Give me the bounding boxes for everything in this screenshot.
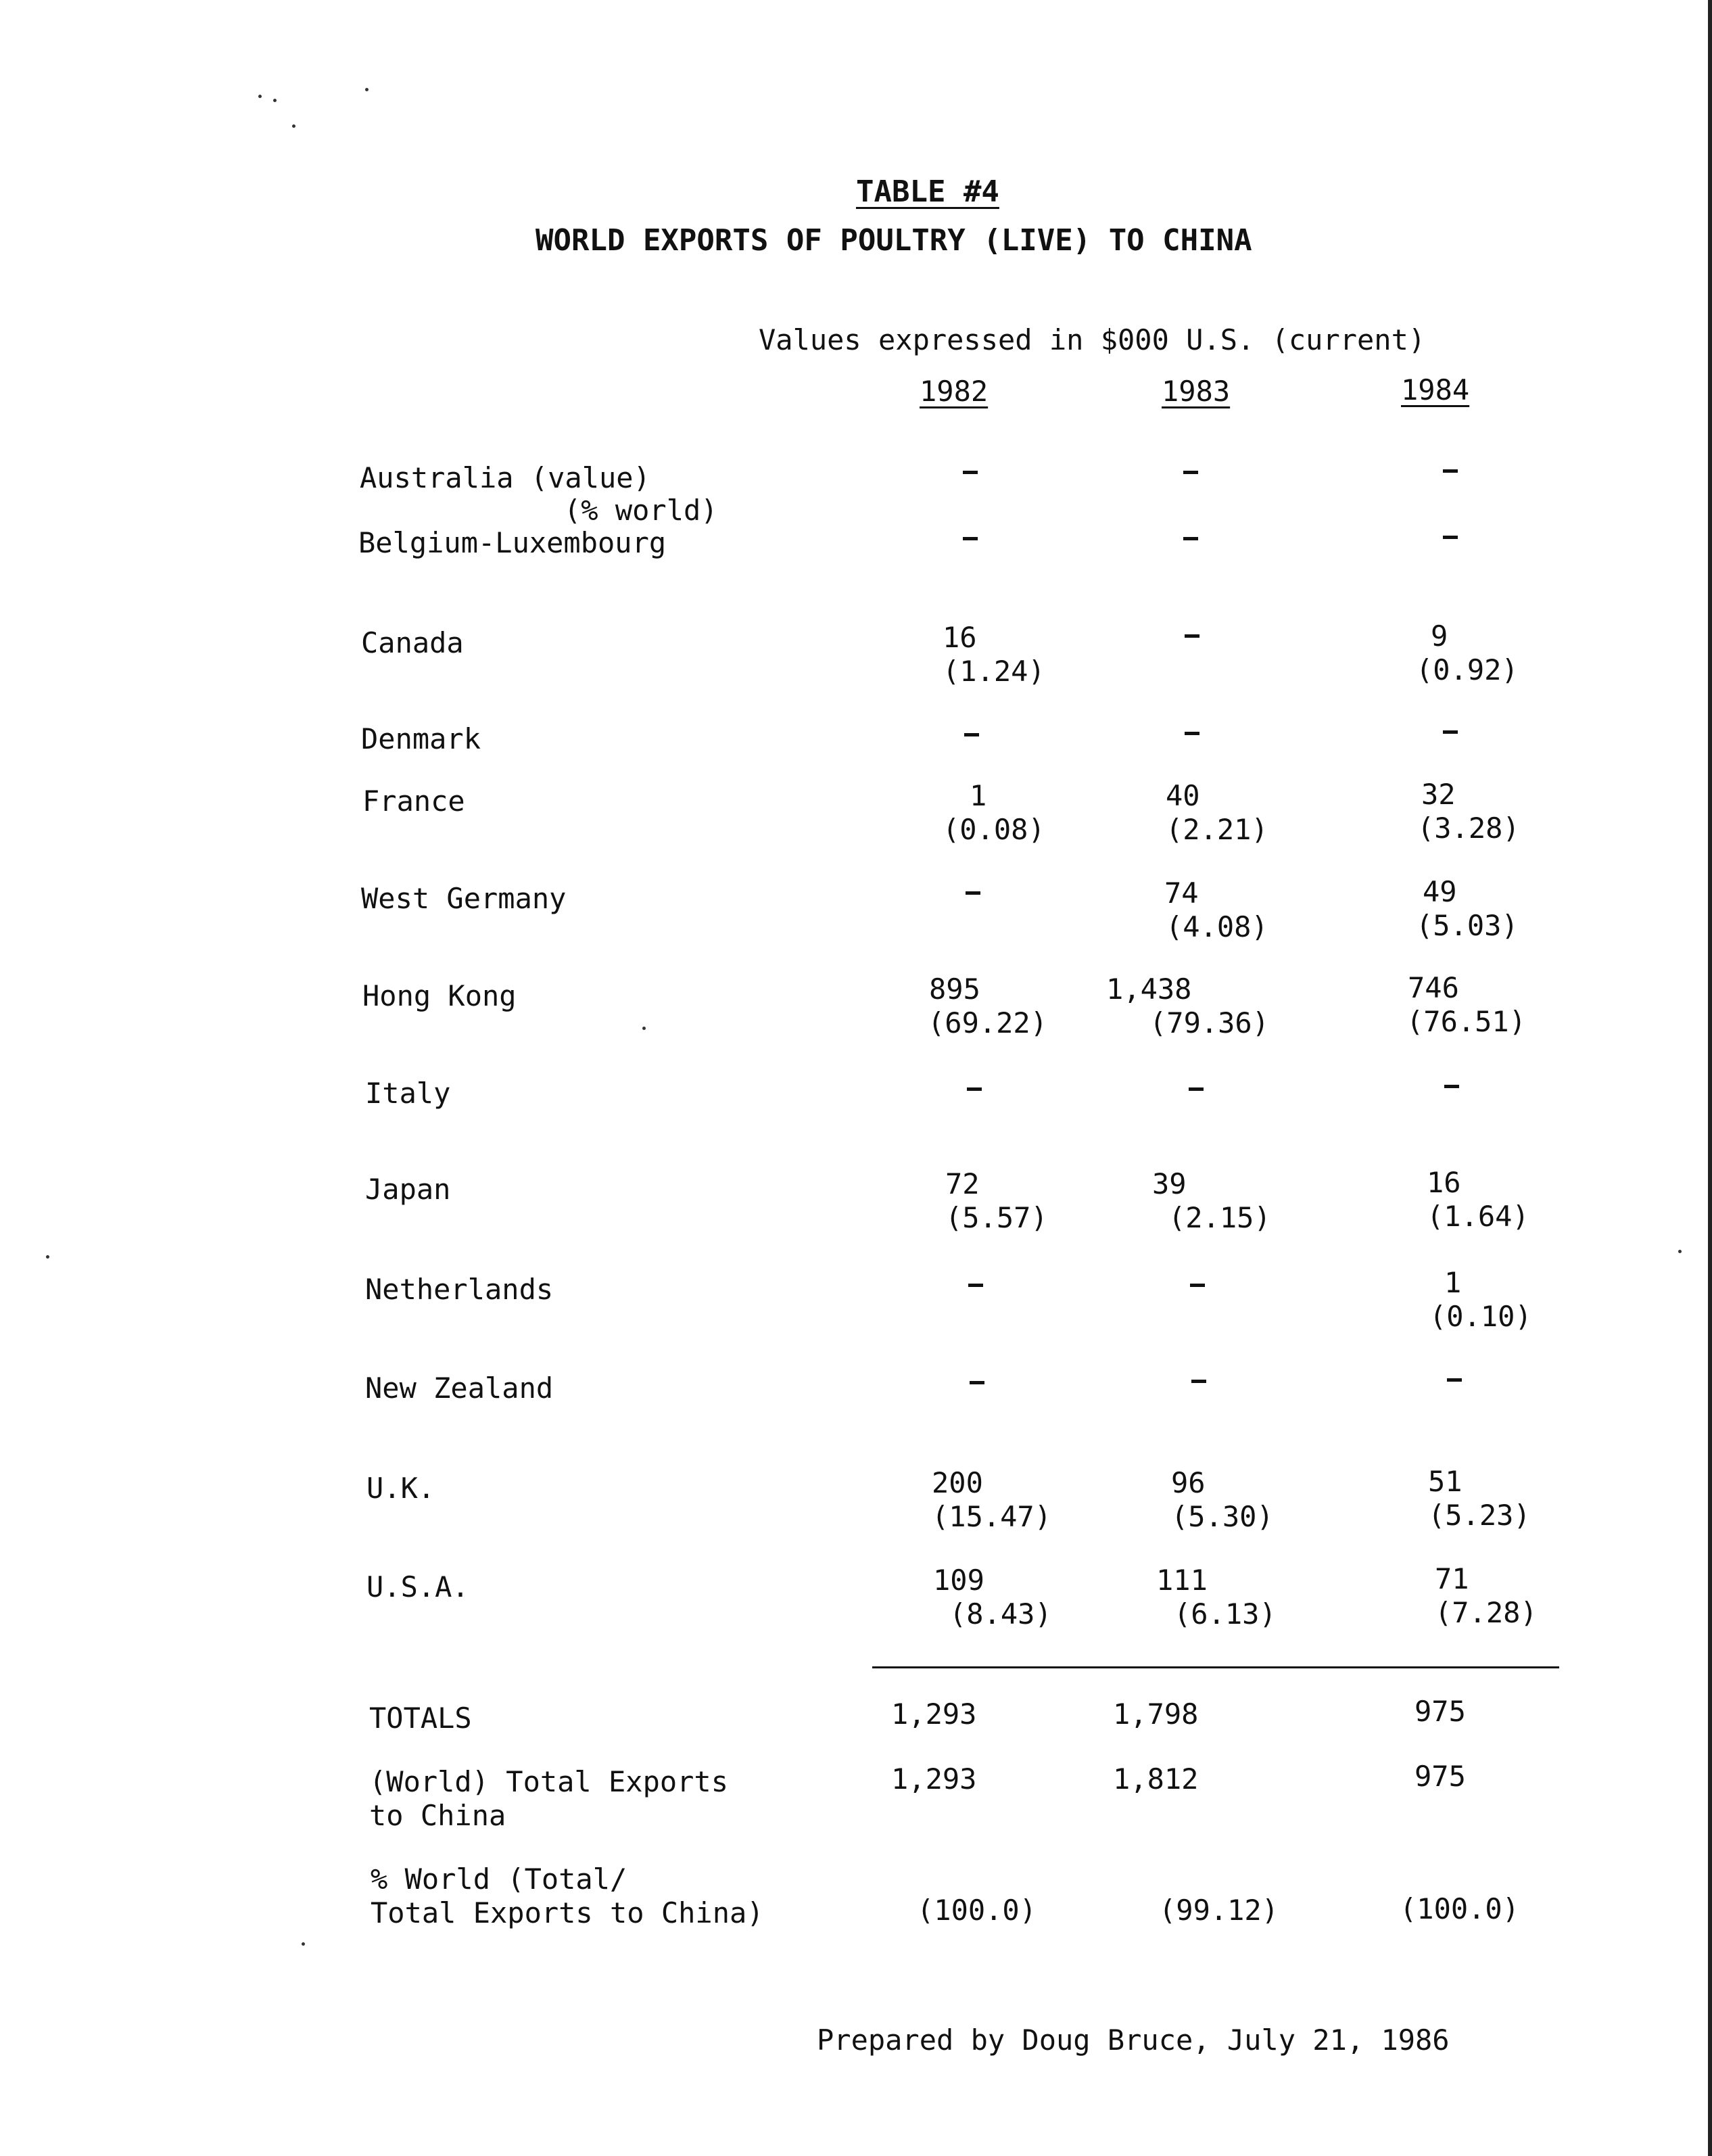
nil-dash <box>1447 1378 1462 1382</box>
nil-dash <box>968 1284 983 1287</box>
cell-value: 1 <box>970 779 987 812</box>
cell-value: 72 <box>945 1167 980 1200</box>
cell-pct: (5.23) <box>1428 1499 1531 1532</box>
nil-dash <box>966 891 980 895</box>
nil-dash <box>964 733 979 736</box>
nil-dash <box>1189 1087 1204 1091</box>
cell-value: 200 <box>932 1466 983 1499</box>
row-label: France <box>362 784 465 818</box>
row-label: Australia (value) <box>360 461 650 494</box>
values-note: Values expressed in $000 U.S. (current) <box>759 323 1426 356</box>
row-label: Hong Kong <box>362 979 517 1012</box>
world-total-label: (World) Total Exports <box>369 1765 729 1798</box>
scan-speck <box>46 1255 49 1259</box>
totals-label: TOTALS <box>369 1702 472 1735</box>
cell-pct: (0.10) <box>1429 1300 1532 1333</box>
year-header-1984: 1984 <box>1401 373 1470 406</box>
cell-pct: (6.13) <box>1174 1597 1277 1631</box>
totals-rule <box>872 1666 1559 1668</box>
nil-dash <box>1443 536 1458 539</box>
row-label: Netherlands <box>365 1273 554 1306</box>
row-label: Italy <box>365 1077 451 1110</box>
nil-dash <box>1443 469 1458 473</box>
scan-speck <box>302 1942 305 1946</box>
row-sublabel: (% world) <box>564 494 718 527</box>
cell-pct: (0.92) <box>1416 653 1519 686</box>
world-total-value: 1,293 <box>891 1762 977 1796</box>
row-label: Belgium-Luxembourg <box>358 526 667 559</box>
cell-value: 51 <box>1428 1465 1463 1498</box>
cell-pct: (2.21) <box>1166 813 1268 846</box>
world-total-value: 1,812 <box>1113 1762 1199 1796</box>
cell-pct: (1.24) <box>943 655 1045 688</box>
cell-pct: (5.03) <box>1416 909 1519 942</box>
cell-value: 71 <box>1435 1562 1469 1595</box>
cell-pct: (2.15) <box>1168 1201 1271 1234</box>
nil-dash <box>1190 1284 1205 1287</box>
nil-dash <box>1444 1085 1459 1088</box>
pct-world-value: (100.0) <box>917 1894 1037 1927</box>
row-label: New Zealand <box>365 1372 554 1405</box>
pct-world-label-line2: Total Exports to China) <box>371 1896 764 1929</box>
cell-value: 1,438 <box>1106 972 1192 1006</box>
cell-pct: (79.36) <box>1149 1006 1270 1039</box>
nil-dash <box>967 1087 982 1091</box>
cell-pct: (4.08) <box>1166 910 1268 943</box>
cell-value: 96 <box>1171 1466 1206 1499</box>
cell-pct: (0.08) <box>943 813 1045 846</box>
row-label: Denmark <box>361 722 481 755</box>
pct-world-label: % World (Total/ <box>371 1862 627 1896</box>
row-label: Canada <box>361 626 464 659</box>
cell-pct: (76.51) <box>1406 1005 1527 1038</box>
cell-value: 895 <box>929 972 980 1006</box>
year-header-1983: 1983 <box>1162 375 1231 408</box>
cell-value: 111 <box>1156 1564 1208 1597</box>
nil-dash <box>1183 471 1198 474</box>
cell-pct: (7.28) <box>1435 1596 1538 1629</box>
nil-dash <box>963 471 978 474</box>
row-label: U.S.A. <box>366 1570 469 1603</box>
cell-pct: (5.57) <box>945 1201 1048 1234</box>
scan-edge <box>1708 0 1712 2156</box>
pct-world-value: (100.0) <box>1400 1892 1520 1925</box>
world-total-value: 975 <box>1414 1760 1466 1793</box>
cell-pct: (5.30) <box>1171 1500 1274 1533</box>
cell-pct: (69.22) <box>928 1006 1048 1039</box>
cell-pct: (15.47) <box>932 1500 1052 1533</box>
cell-pct: (8.43) <box>949 1597 1052 1631</box>
scan-speck <box>258 95 262 98</box>
cell-value: 1 <box>1444 1266 1462 1299</box>
totals-value: 1,293 <box>891 1697 977 1731</box>
totals-value: 975 <box>1414 1695 1466 1728</box>
table-title: WORLD EXPORTS OF POULTRY (LIVE) TO CHINA <box>536 223 1252 258</box>
row-label: West Germany <box>361 882 567 915</box>
nil-dash <box>970 1381 984 1384</box>
cell-pct: (1.64) <box>1427 1200 1529 1233</box>
scan-speck <box>642 1027 646 1030</box>
nil-dash <box>1185 732 1199 735</box>
cell-value: 746 <box>1408 971 1459 1004</box>
pct-world-value: (99.12) <box>1159 1894 1279 1927</box>
scan-speck <box>365 88 368 91</box>
prepared-by: Prepared by Doug Bruce, July 21, 1986 <box>817 2023 1450 2057</box>
nil-dash <box>1183 537 1198 540</box>
row-label: Japan <box>365 1173 451 1206</box>
world-total-label-line2: to China <box>369 1799 506 1832</box>
cell-value: 16 <box>1427 1166 1461 1199</box>
nil-dash <box>963 537 978 540</box>
table-number: TABLE #4 <box>856 174 999 209</box>
nil-dash <box>1191 1380 1206 1383</box>
cell-value: 32 <box>1421 778 1456 811</box>
cell-pct: (3.28) <box>1417 812 1520 845</box>
cell-value: 40 <box>1166 779 1200 812</box>
cell-value: 74 <box>1164 876 1199 910</box>
cell-value: 49 <box>1423 875 1457 908</box>
scan-speck <box>1678 1250 1682 1253</box>
year-header-1982: 1982 <box>920 375 989 408</box>
cell-value: 16 <box>943 621 977 654</box>
scan-speck <box>292 124 295 128</box>
row-label: U.K. <box>366 1472 435 1505</box>
scan-speck <box>273 99 277 102</box>
nil-dash <box>1185 634 1199 638</box>
totals-value: 1,798 <box>1113 1697 1199 1731</box>
cell-value: 9 <box>1431 619 1448 653</box>
nil-dash <box>1443 730 1458 734</box>
cell-value: 39 <box>1152 1167 1187 1200</box>
cell-value: 109 <box>933 1564 984 1597</box>
